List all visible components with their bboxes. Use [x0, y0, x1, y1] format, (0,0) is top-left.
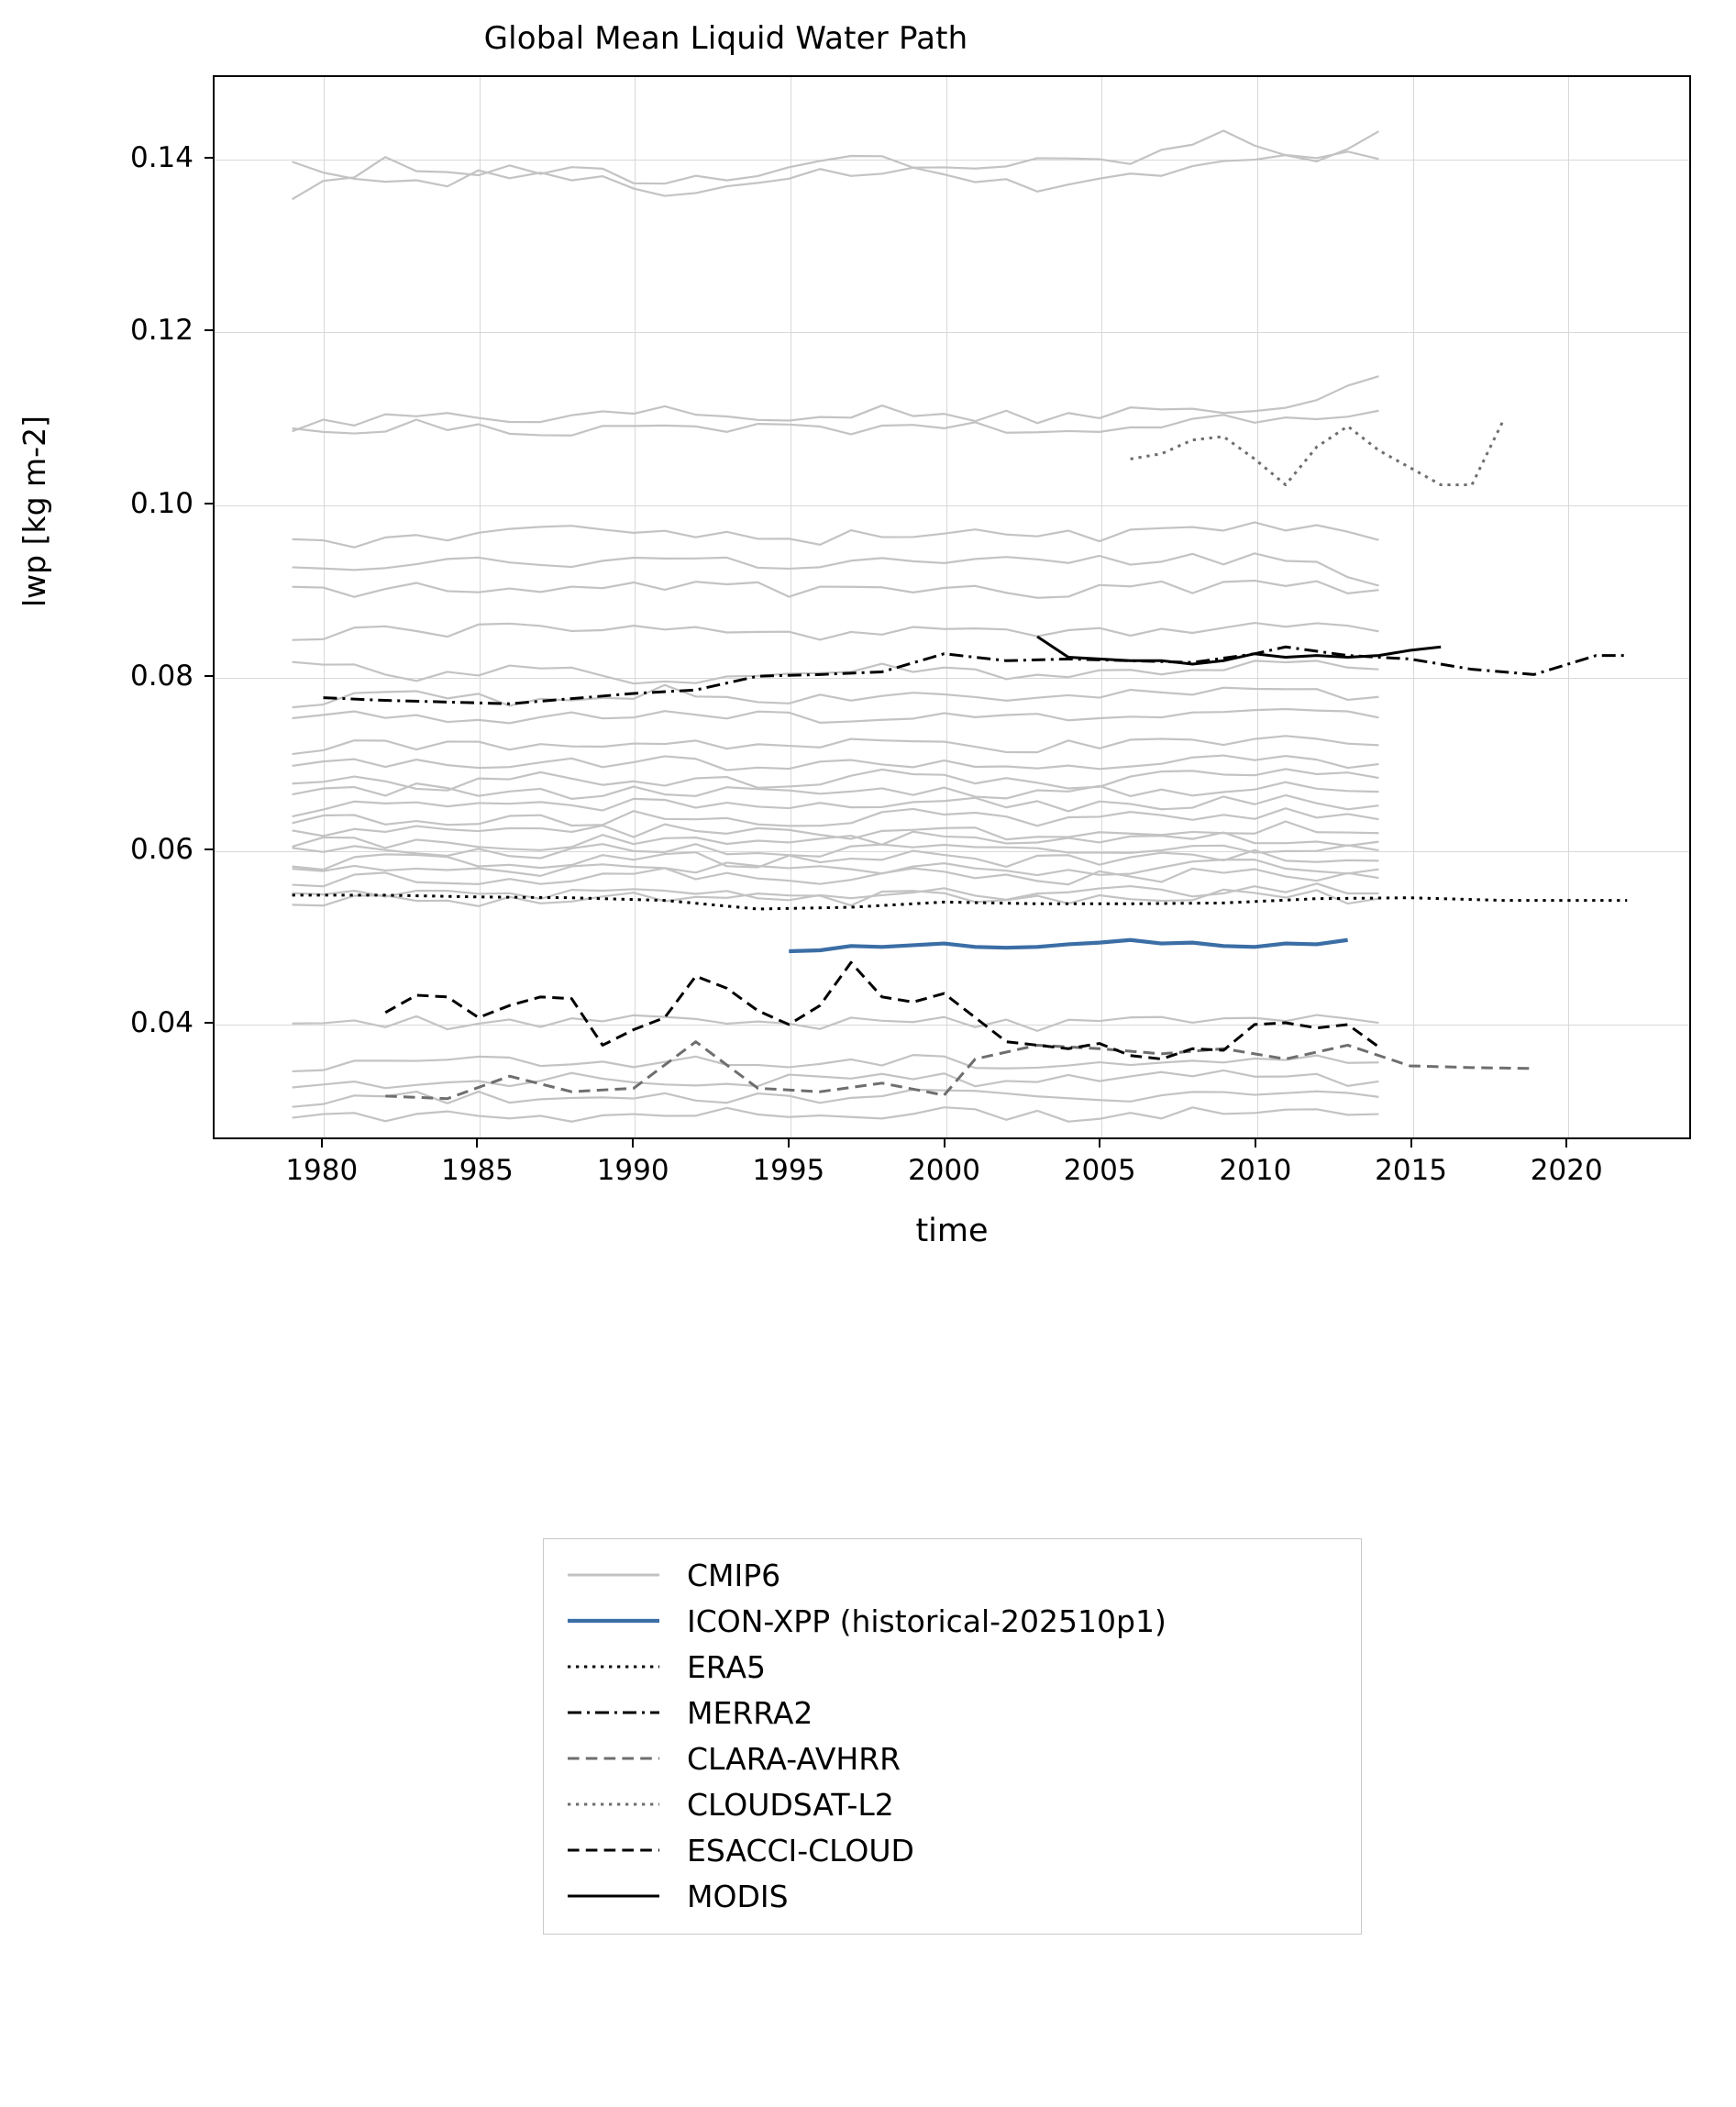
x-tick-mark [1410, 1139, 1412, 1148]
legend-item-label: ESACCI-CLOUD [687, 1832, 914, 1869]
series-line-cmip6-member [293, 660, 1379, 683]
series-line-cmip6-member [293, 1090, 1379, 1107]
y-tick-label: 0.04 [129, 1005, 194, 1039]
x-tick-label: 2005 [1063, 1154, 1136, 1187]
y-tick-label: 0.06 [129, 833, 194, 867]
y-axis-label: lwp [kg m-2] [17, 416, 52, 607]
x-tick-label: 1985 [441, 1154, 514, 1187]
series-line-cmip6-member [293, 769, 1379, 790]
series-line-cmip6-member [293, 685, 1379, 707]
legend-item-label: ERA5 [687, 1648, 767, 1685]
series-line-cmip6-member [293, 130, 1379, 199]
y-tick-mark [205, 848, 213, 850]
series-line-cloudsat-l2 [1131, 421, 1503, 485]
x-tick-label: 1995 [752, 1154, 825, 1187]
series-line-cmip6-member [293, 756, 1379, 771]
legend-line-sample [564, 1561, 663, 1589]
y-tick-mark [205, 675, 213, 677]
y-tick-mark [205, 157, 213, 159]
legend-item[interactable] [544, 1827, 1361, 1873]
legend-item-label: CMIP6 [687, 1557, 781, 1593]
y-tick-mark [205, 329, 213, 331]
series-line-cmip6-member [293, 1070, 1379, 1088]
y-tick-label: 0.14 [129, 140, 194, 174]
legend-line-sample [564, 1699, 663, 1726]
legend-line-sample [564, 1791, 663, 1818]
series-line-modis [1037, 637, 1441, 664]
x-tick-label: 2015 [1375, 1154, 1448, 1187]
plot-area [213, 75, 1691, 1139]
x-tick-mark [1565, 1139, 1567, 1148]
legend-item[interactable] [544, 1690, 1361, 1736]
chart-title-text: Global Mean Liquid Water Path [483, 20, 968, 57]
series-line-cmip6-member [293, 623, 1379, 640]
legend-item-label: MERRA2 [687, 1694, 813, 1731]
x-tick-mark [1255, 1139, 1256, 1148]
legend-item[interactable] [544, 1873, 1361, 1919]
series-line-cmip6-member [293, 553, 1379, 585]
series-line-cmip6-member [293, 522, 1379, 547]
legend-line-sample [564, 1745, 663, 1772]
series-line-cmip6-member [293, 844, 1379, 858]
legend-item-label: MODIS [687, 1878, 789, 1914]
series-line-cmip6-member [293, 808, 1379, 826]
y-tick-label: 0.12 [129, 314, 194, 348]
x-tick-mark [476, 1139, 478, 1148]
legend-item-label: ICON-XPP (historical-202510p1) [687, 1602, 1167, 1639]
legend [543, 1538, 1362, 1935]
x-tick-label: 1980 [285, 1154, 359, 1187]
series-line-cmip6-member [293, 1107, 1379, 1122]
legend-line-sample [564, 1836, 663, 1864]
y-tick-mark [205, 1022, 213, 1024]
legend-line-sample [564, 1882, 663, 1910]
x-tick-label: 2000 [908, 1154, 980, 1187]
legend-line-sample [564, 1607, 663, 1635]
series-layer [215, 77, 1689, 1137]
legend-item[interactable] [544, 1781, 1361, 1827]
series-line-icon-xpp-historical-202510p1 [789, 940, 1347, 951]
x-axis-label: time [915, 1213, 989, 1249]
series-line-cmip6-member [293, 581, 1379, 598]
series-line-cmip6-member [293, 1015, 1379, 1031]
series-line-cmip6-member [293, 832, 1379, 850]
legend-item[interactable] [544, 1552, 1361, 1598]
series-line-cmip6-member [293, 736, 1379, 754]
y-tick-label: 0.08 [129, 660, 194, 693]
series-line-esacci-cloud [385, 962, 1378, 1059]
x-tick-mark [944, 1139, 945, 1148]
series-line-cmip6-member [293, 859, 1379, 876]
x-tick-label: 2010 [1219, 1154, 1292, 1187]
x-tick-mark [632, 1139, 634, 1148]
legend-item[interactable] [544, 1598, 1361, 1644]
x-tick-label: 1990 [596, 1154, 669, 1187]
series-line-cmip6-member [293, 795, 1379, 816]
legend-item-label: CLOUDSAT-L2 [687, 1786, 894, 1823]
series-line-cmip6-member [293, 782, 1379, 799]
legend-item[interactable] [544, 1644, 1361, 1690]
x-tick-mark [321, 1139, 323, 1148]
legend-item-label: CLARA-AVHRR [687, 1740, 901, 1777]
series-line-cmip6-member [293, 1055, 1379, 1071]
legend-line-sample [564, 1653, 663, 1680]
x-tick-label: 2020 [1530, 1154, 1603, 1187]
series-line-cmip6-member [293, 868, 1379, 886]
page-title [0, 20, 1736, 57]
y-tick-mark [205, 503, 213, 505]
legend-item[interactable] [544, 1736, 1361, 1781]
y-tick-label: 0.10 [129, 486, 194, 520]
series-line-cmip6-member [293, 709, 1379, 723]
series-line-cmip6-member [293, 376, 1379, 431]
series-line-merra2 [324, 647, 1628, 704]
x-tick-mark [1099, 1139, 1100, 1148]
x-tick-mark [788, 1139, 790, 1148]
